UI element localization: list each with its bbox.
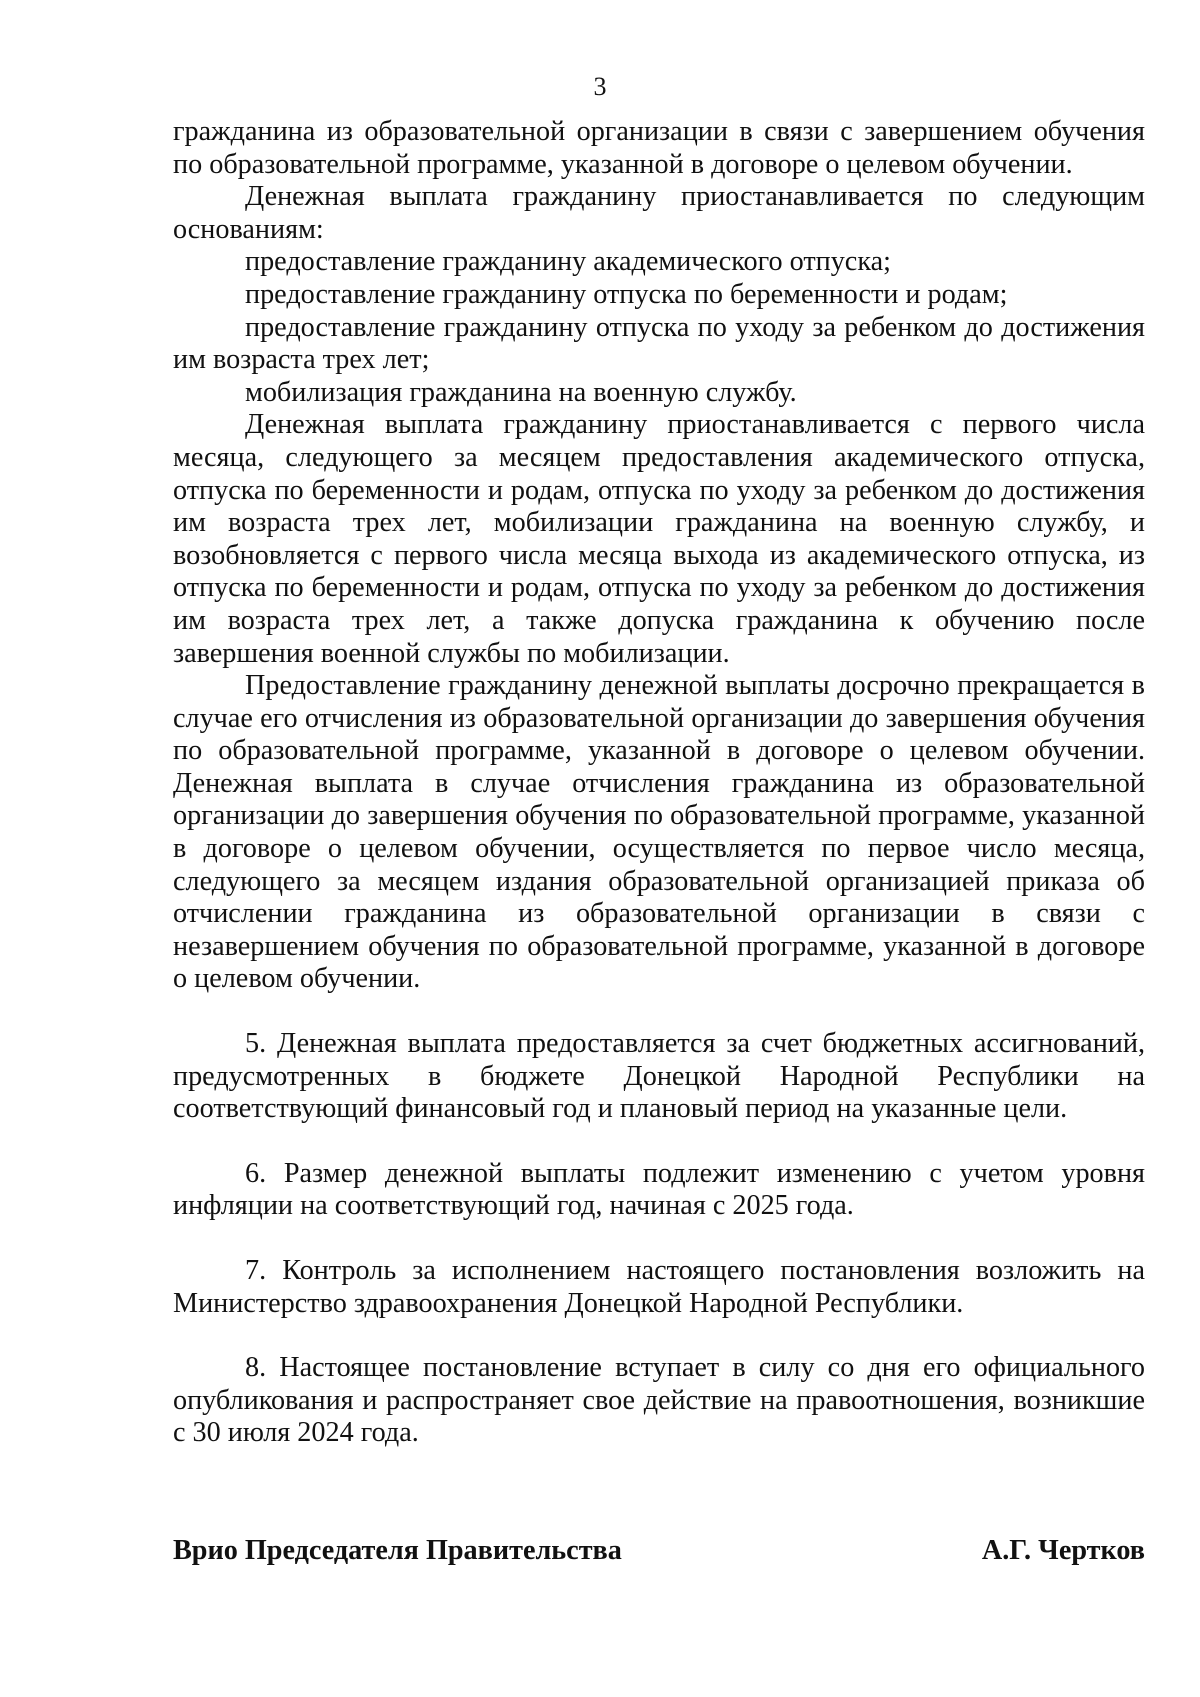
list-item-academic-leave: предоставление гражданину академического отпуска;	[245, 246, 891, 278]
signature-block	[173, 1535, 1145, 1567]
list-item-mobilization: мобилизация гражданина на военную службу.	[245, 376, 797, 408]
list-item-maternity-leave: предоставление гражданину отпуска по беременности и родам;	[245, 278, 1008, 310]
document-body	[173, 116, 1145, 1450]
page-number: 3	[593, 72, 607, 101]
clause-6: 6. Размер денежной выплаты подлежит изменению с учетом уровня инфляции на соответствующий год, начиная с 2025 года.	[173, 1157, 1145, 1222]
clause-5: 5. Денежная выплата предоставляется за счет бюджетных ассигнований, предусмотренных в бюджете Донецкой Народной Республики на соответствующий финансовый год и плановый период на указанные цели.	[173, 1028, 1145, 1125]
signatory-name: А.Г. Чертков	[981, 1535, 1145, 1566]
paragraph-continuation: гражданина из образовательной организации в связи с завершением обучения по образовательной программе, указанной в договоре о целевом обучении.	[173, 116, 1145, 180]
clause-8: 8. Настоящее постановление вступает в силу со дня его официального опубликования и распространяет свое действие на правоотношения, возникшие с 30 июля 2024 года.	[173, 1352, 1145, 1449]
list-item-childcare-leave: предоставление гражданину отпуска по уходу за ребенком до достижения им возраста трех лет;	[173, 311, 1145, 376]
paragraph-suspension-terms: Денежная выплата гражданину приостанавливается с первого числа месяца, следующего за месяцем предоставления академического отпуска, отпуска по беременности и родам, отпуска по уходу за ребенком до достижения им возраста трех лет, мобилизации гражданина на военную службу, и возобновляется с первого числа месяца выхода из академического отпуска, из отпуска по беременности и родам, отпуска по уходу за ребенком до достижения им возраста трех лет, а также допуска гражданина к обучению после завершения военной службы по мобилизации.	[173, 409, 1145, 669]
paragraph-suspension-grounds: Денежная выплата гражданину приостанавливается по следующим основаниям:	[173, 181, 1145, 245]
clause-7: 7. Контроль за исполнением настоящего постановления возложить на Министерство здравоохранения Донецкой Народной Республики.	[173, 1255, 1145, 1319]
paragraph-early-termination: Предоставление гражданину денежной выплаты досрочно прекращается в случае его отчисления из образовательной организации до завершения обучения по образовательной программе, указанной в договоре о целевом обучении. Денежная выплата в случае отчисления гражданина из образовательной организации до завершения обучения по образовательной программе, указанной в договоре о целевом обучении, осуществляется по первое число месяца, следующего за месяцем издания образовательной организацией приказа об отчислении гражданина из образовательной организации в связи с незавершением обучения по образовательной программе, указанной в договоре о целевом обучении.	[173, 670, 1145, 995]
signatory-position: Врио Председателя Правительства	[173, 1535, 622, 1566]
